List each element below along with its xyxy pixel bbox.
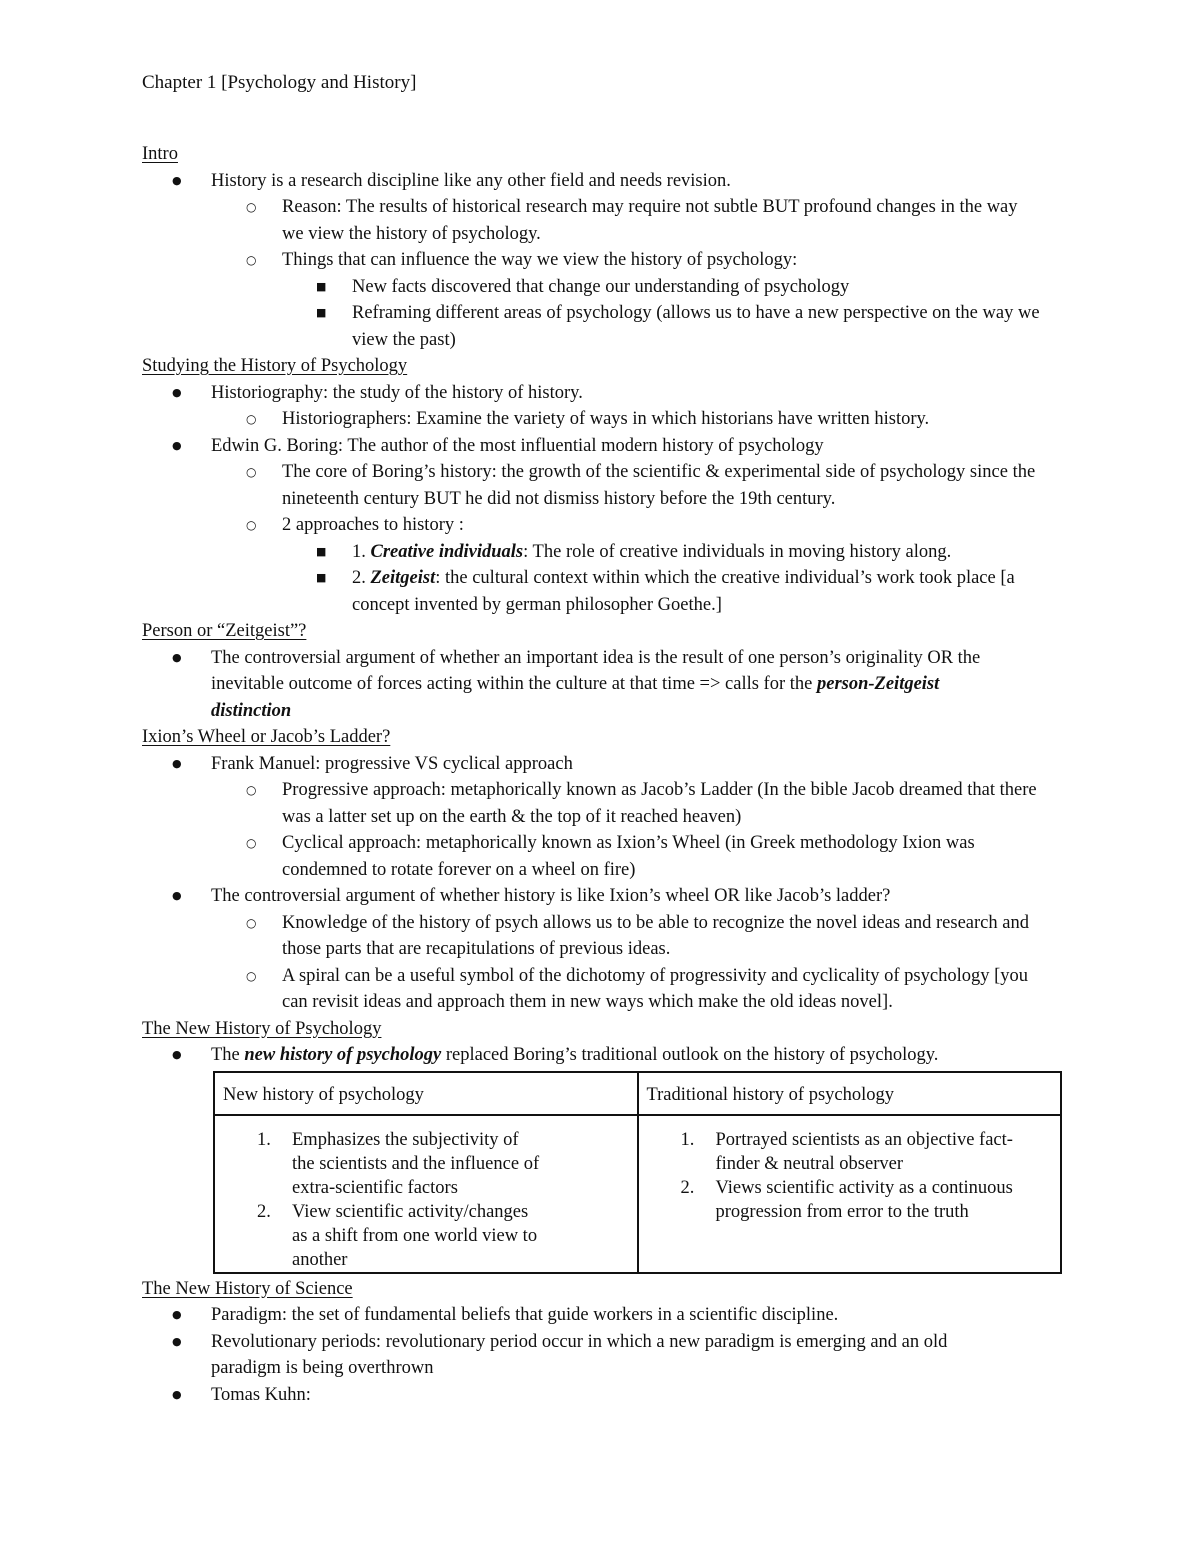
bullet-list <box>142 380 1072 619</box>
item-number: 2. <box>680 1177 695 1198</box>
argument-text: The controversial argument of whether an important idea is the result of one person’s originality OR the inevitable outcome of forces acting within the culture at that time => calls for the <box>211 647 981 694</box>
bullet-marker: ● <box>172 438 182 452</box>
bullet-marker: ● <box>172 1308 182 1321</box>
sub-bullet-marker: ○ <box>246 968 257 983</box>
text-fragment: The <box>211 1045 245 1065</box>
bullet-marker: ● <box>172 173 182 187</box>
table-header-traditional-history: Traditional history of psychology <box>638 1072 1062 1115</box>
table-cell-traditional-history <box>638 1115 1062 1273</box>
list-item <box>211 777 1072 830</box>
sub-bullet-list <box>211 777 1072 883</box>
sub-bullet-marker: ○ <box>246 465 257 479</box>
comparison-table <box>213 1071 1062 1274</box>
list-item-text: Tomas Kuhn: <box>211 1384 311 1405</box>
list-item-text <box>352 539 1057 566</box>
list-item-text: Knowledge of the history of psych allows us to be able to recognize the novel ideas and research and those parts that are recapitulations of previous ideas. <box>282 912 1029 959</box>
section-heading-person-zeitgeist: Person or “Zeitgeist”? <box>142 621 307 641</box>
bullet-list <box>142 168 1072 354</box>
bullet-marker: ● <box>172 1048 182 1061</box>
key-term-zeitgeist: Zeitgeist <box>370 568 436 588</box>
sub-bullet-list <box>211 910 1072 1016</box>
item-number: 1. <box>257 1129 271 1150</box>
list-item <box>142 433 1072 619</box>
bullet-marker: ● <box>172 1387 182 1401</box>
table-header-row <box>214 1072 1061 1115</box>
sub-bullet-marker: ○ <box>246 200 257 214</box>
item-number: 1. <box>680 1129 695 1150</box>
list-item <box>211 459 1072 512</box>
list-item <box>211 910 1072 963</box>
key-term-new-history: new history of psychology <box>244 1045 442 1065</box>
list-item <box>211 512 1072 618</box>
sub-bullet-marker: ○ <box>246 783 257 797</box>
list-item-text: Things that can influence the way we view the history of psychology: <box>282 250 798 270</box>
bullet-list <box>142 645 1072 725</box>
bullet-marker: ● <box>172 756 182 770</box>
key-term-person-zeitgeist: person-Zeitgeist distinction <box>211 674 940 721</box>
sub-sub-bullet-list <box>282 539 1072 619</box>
item-number: 2. <box>257 1201 271 1222</box>
list-item-text: Progressive approach: metaphorically known as Jacob’s Ladder (In the bible Jacob dreamed that there was a latter set up on the earth & the top of it reached heaven) <box>282 780 1037 827</box>
list-item-text: Views scientific activity as a continuous progression from error to the truth <box>715 1177 1013 1222</box>
list-item <box>142 883 1072 1016</box>
list-item <box>215 1128 542 1200</box>
section-heading-new-history-science: The New History of Science <box>142 1278 353 1299</box>
item-number: 1. <box>352 541 371 562</box>
bullet-list <box>142 751 1072 1016</box>
section-heading-new-history-psychology: The New History of Psychology <box>142 1018 382 1039</box>
list-item <box>142 751 1072 884</box>
sub-bullet-marker: ○ <box>246 412 257 426</box>
table-header-new-history: New history of psychology <box>214 1072 638 1115</box>
table-row <box>214 1115 1061 1273</box>
document-body <box>142 141 1072 1408</box>
list-item-text: Reframing different areas of psychology (allows us to have a new perspective on the way we view the past) <box>352 303 1040 350</box>
numbered-list <box>639 1128 1061 1224</box>
bullet-marker: ● <box>172 1334 182 1348</box>
list-item <box>142 645 1072 725</box>
page-title: Chapter 1 [Psychology and History] <box>142 72 417 93</box>
list-item-text: Emphasizes the subjectivity of the scientists and the influence of extra-scientific factors <box>292 1129 540 1198</box>
list-item-text: Reason: The results of historical research may require not subtle BUT profound changes in the way we view the history of psychology. <box>282 197 1018 244</box>
list-item <box>211 830 1072 883</box>
term-definition: : the cultural context within which the creative individual’s work took place [a concept invented by german philosopher Goethe.] <box>352 568 1015 615</box>
list-item <box>211 194 1072 247</box>
sub-sub-bullet-list <box>282 274 1072 354</box>
square-bullet-marker: ■ <box>316 571 327 584</box>
list-item <box>142 168 1072 354</box>
list-item-text: History is a research discipline like any other field and needs revision. <box>211 170 731 191</box>
list-item-text: Historiographers: Examine the variety of ways in which historians have written history. <box>282 409 930 429</box>
sub-bullet-list <box>211 459 1072 618</box>
list-item <box>142 1302 1072 1329</box>
list-item <box>215 1200 542 1272</box>
bullet-list <box>142 1042 1072 1069</box>
item-number: 2. <box>352 568 371 588</box>
text-fragment: replaced Boring’s traditional outlook on the history of psychology. <box>441 1045 939 1065</box>
list-item-text: The controversial argument of whether history is like Ixion’s wheel OR like Jacob’s ladder? <box>211 886 891 906</box>
list-item-text: View scientific activity/changes as a shift from one world view to another <box>292 1201 538 1270</box>
list-item <box>142 380 1072 433</box>
list-item <box>211 406 1072 433</box>
list-item <box>211 963 1072 1016</box>
list-item-text <box>352 565 1057 618</box>
list-item <box>142 1382 1072 1409</box>
sub-bullet-marker: ○ <box>246 836 257 850</box>
list-item <box>142 1329 1072 1382</box>
list-item-text: A spiral can be a useful symbol of the dichotomy of progressivity and cyclicality of psychology [you can revisit ideas and approach them in new ways which make the old ideas novel]. <box>282 965 1029 1012</box>
section-heading-ixion: Ixion’s Wheel or Jacob’s Ladder? <box>142 727 391 747</box>
list-item-text: Revolutionary periods: revolutionary period occur in which a new paradigm is emerging and an old paradigm is being overthrown <box>211 1331 948 1378</box>
list-item-text: Edwin G. Boring: The author of the most influential modern history of psychology <box>211 435 824 456</box>
list-item-text: The core of Boring’s history: the growth of the scientific & experimental side of psychology since the nineteenth century BUT he did not dismiss history before the 19th century. <box>282 462 1036 509</box>
list-item-text: Paradigm: the set of fundamental beliefs that guide workers in a scientific discipline. <box>211 1305 839 1325</box>
list-item-text: Portrayed scientists as an objective fact-finder & neutral observer <box>715 1129 1013 1174</box>
bullet-marker: ● <box>172 889 182 902</box>
list-item <box>282 539 1072 566</box>
list-item-text: Historiography: the study of the history of history. <box>211 382 583 403</box>
square-bullet-marker: ■ <box>316 306 327 319</box>
sub-bullet-marker: ○ <box>246 253 257 267</box>
key-term-creative-individuals: Creative individuals <box>370 541 524 562</box>
section-heading-intro: Intro <box>142 144 178 164</box>
sub-bullet-list <box>211 406 1072 433</box>
list-item <box>639 1176 1046 1224</box>
bullet-marker: ● <box>172 650 182 664</box>
list-item-text: Frank Manuel: progressive VS cyclical approach <box>211 753 573 774</box>
bullet-list <box>142 1302 1072 1408</box>
list-item <box>211 247 1072 353</box>
list-item <box>282 565 1072 618</box>
sub-bullet-marker: ○ <box>246 518 257 532</box>
table-cell-new-history <box>214 1115 638 1273</box>
term-definition: : The role of creative individuals in moving history along. <box>523 541 952 562</box>
square-bullet-marker: ■ <box>316 279 327 293</box>
sub-bullet-list <box>211 194 1072 353</box>
list-item-text <box>211 1042 1031 1069</box>
list-item-text: 2 approaches to history : <box>282 515 464 535</box>
list-item <box>142 1042 1072 1069</box>
list-item <box>282 300 1072 353</box>
list-item-text: New facts discovered that change our understanding of psychology <box>352 276 850 297</box>
section-heading-studying: Studying the History of Psychology <box>142 356 408 376</box>
list-item-text: Cyclical approach: metaphorically known as Ixion’s Wheel (in Greek methodology Ixion was condemned to rotate forever on a wheel on fire) <box>282 833 975 880</box>
sub-bullet-marker: ○ <box>246 915 257 930</box>
square-bullet-marker: ■ <box>316 544 327 558</box>
list-item <box>282 274 1072 301</box>
list-item-text <box>211 645 1011 725</box>
bullet-marker: ● <box>172 385 182 399</box>
list-item <box>639 1128 1016 1176</box>
numbered-list <box>215 1128 637 1272</box>
